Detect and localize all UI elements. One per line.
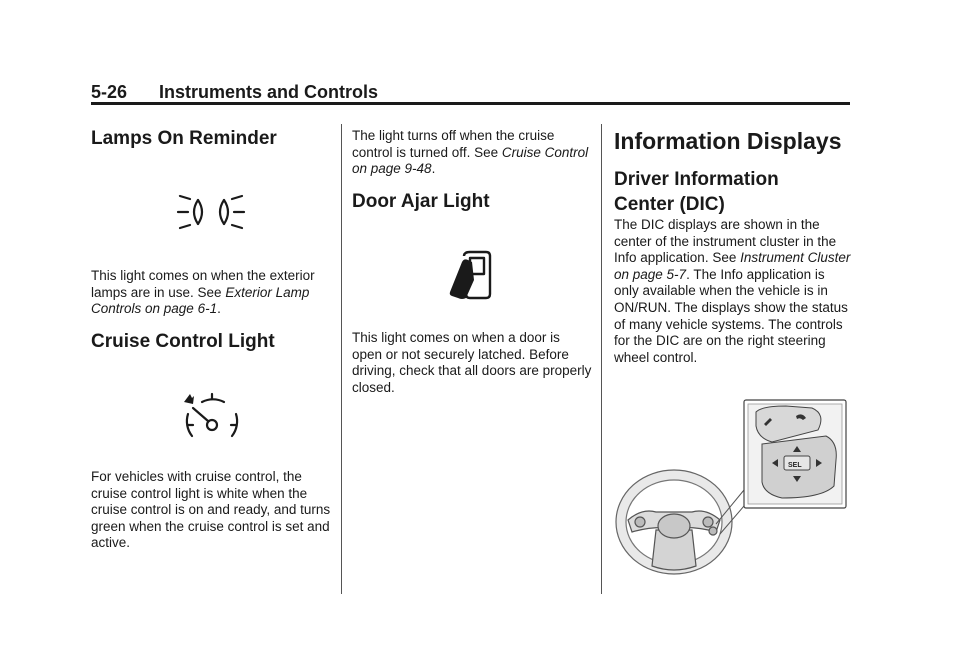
cruise-control-paragraph: For vehicles with cruise control, the cruise control light is white when the cruise control is on and ready, and turns green when the cruise control is set and active.: [91, 469, 331, 551]
instrument-cluster-reference-link[interactable]: Instrument Cluster on page 5-7: [614, 250, 851, 282]
column-divider: [601, 124, 602, 594]
page-number: 5-26: [91, 82, 128, 102]
cruise-off-end: .: [431, 161, 436, 177]
information-displays-heading: Information Displays: [614, 128, 842, 154]
door-ajar-light-heading: Door Ajar Light: [352, 191, 490, 212]
door-ajar-indicator-icon: [448, 250, 494, 302]
section-title: Instruments and Controls: [159, 82, 379, 102]
door-ajar-paragraph: This light comes on when a door is open or not securely latched. Before driving, check that all doors are properly closed.: [352, 330, 592, 395]
cruise-reference-link[interactable]: Cruise Control on page 9-48: [352, 144, 589, 177]
cruise-off-text: The light turns off when the cruise control is turned off. See: [352, 128, 555, 160]
dic-paragraph: [614, 217, 852, 366]
cruise-control-indicator-icon: [182, 392, 242, 444]
dic-text-2: . The Info application is only available when the vehicle is in ON/RUN. The displays show the status of many vehicle systems. The controls for the DIC are on the right steering wheel control.: [614, 266, 848, 365]
cruise-off-paragraph: [352, 128, 590, 178]
dic-text-1: The DIC displays are shown in the center of the instrument cluster in the Info application. See: [614, 217, 837, 266]
lamps-text-end: .: [217, 301, 221, 317]
column-divider: [341, 124, 342, 594]
steering-wheel-controls-illustration: [612, 398, 850, 582]
cruise-control-light-heading: Cruise Control Light: [91, 331, 275, 352]
lamps-reference-link[interactable]: Exterior Lamp Controls on page 6-1: [91, 284, 310, 317]
lamps-on-reminder-heading: Lamps On Reminder: [91, 128, 277, 149]
lamps-on-indicator-icon: [176, 190, 246, 234]
lamps-on-paragraph: [91, 268, 329, 318]
lamps-text: This light comes on when the exterior lamps are in use. See: [91, 268, 315, 300]
header-rule: [91, 102, 850, 105]
dic-heading: Driver Information Center (DIC): [614, 169, 779, 215]
page-header: [91, 80, 849, 104]
sel-button-label: SEL: [788, 462, 802, 469]
